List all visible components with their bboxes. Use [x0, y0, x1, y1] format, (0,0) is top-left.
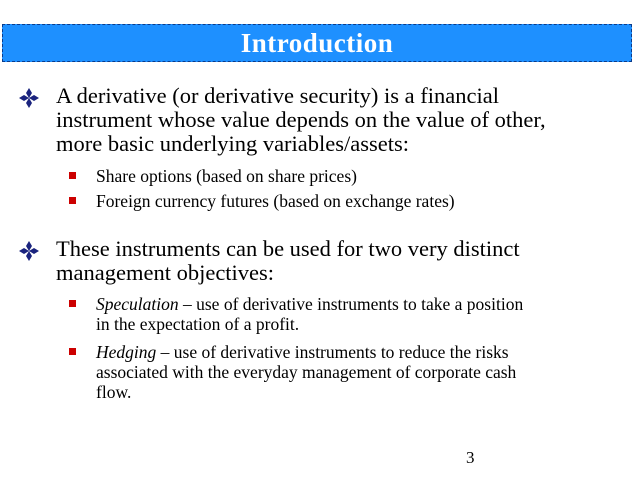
title-bar [2, 24, 632, 62]
square-bullet-icon [69, 348, 76, 355]
bullet-1-text [0, 84, 638, 156]
bullet-2-text [0, 237, 638, 285]
page-number: 3 [466, 448, 475, 467]
sub-bullet-currency-futures [0, 191, 638, 211]
hedging-line-3: flow. [96, 382, 132, 402]
diamond-bullet-icon [18, 240, 40, 262]
hedging-line-2: associated with the everyday management of corporate cash [96, 362, 517, 382]
bullet-2 [0, 237, 638, 402]
page-title: Introduction [240, 27, 394, 58]
bullet-2-line-2: management objectives: [56, 260, 275, 285]
sub-bullet-text: Share options (based on share prices) [96, 166, 357, 186]
diamond-bullet-icon [18, 87, 40, 109]
bullet-1 [0, 84, 638, 211]
sub-bullet-text: Foreign currency futures (based on exchange rates) [96, 191, 455, 211]
square-bullet-icon [69, 197, 76, 204]
hedging-term: Hedging [96, 342, 157, 362]
speculation-line-2: in the expectation of a profit. [96, 314, 300, 334]
bullet-1-line-2: instrument whose value depends on the value of other, [56, 107, 546, 132]
sub-bullet-speculation [0, 294, 638, 334]
sub-bullet-hedging [0, 342, 638, 402]
speculation-term: Speculation [96, 294, 179, 314]
square-bullet-icon [69, 300, 76, 307]
speculation-line-1: – use of derivative instruments to take a position [178, 294, 524, 314]
bullet-1-line-1: A derivative (or derivative security) is a financial [56, 83, 499, 108]
bullet-1-line-3: more basic underlying variables/assets: [56, 131, 410, 156]
sub-bullet-share-options [0, 166, 638, 186]
bullet-2-line-1: These instruments can be used for two very distinct [56, 236, 520, 261]
square-bullet-icon [69, 172, 76, 179]
hedging-line-1: – use of derivative instruments to reduce the risks [156, 342, 509, 362]
